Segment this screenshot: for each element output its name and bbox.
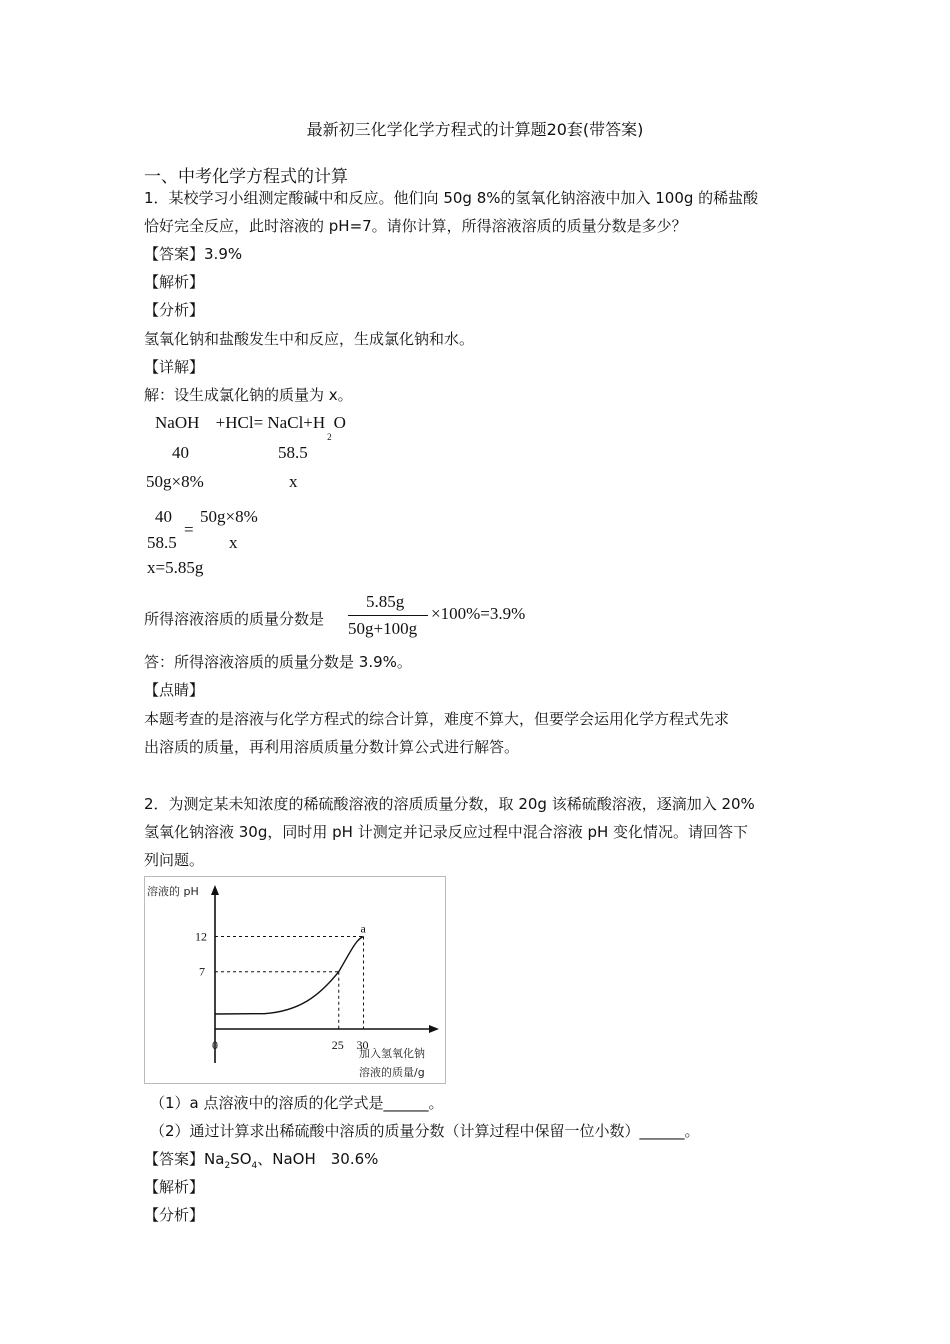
frac-suffix: ×100%=3.9%: [431, 604, 526, 623]
q2-stem-line2: 氢氧化钠溶液 30g，同时用 pH 计测定并记录反应过程中混合溶液 pH 变化情况。请回答下: [144, 823, 749, 841]
mr-naoh: 40: [172, 443, 189, 462]
q2-fenxi-label: 【分析】: [144, 1206, 205, 1224]
eq-sub: 2: [327, 432, 332, 442]
answer-sub-2: 2: [224, 1161, 231, 1171]
frac-prefix: 所得溶液溶质的质量分数是: [144, 610, 325, 628]
point-a-label: a: [360, 921, 366, 936]
y-tick-label: 12: [195, 929, 207, 944]
ratio-num1: 40: [155, 507, 172, 526]
q1-final: 答：所得溶液溶质的质量分数是 3.9%。: [144, 653, 412, 671]
x-axis-arrow: [429, 1025, 439, 1033]
ratio-den2: x: [229, 533, 238, 552]
x-tick-label: 25: [331, 1038, 344, 1052]
x-tick-label: 30: [356, 1038, 369, 1052]
eq-rest: +HCl= NaCl+H: [215, 413, 326, 432]
y-tick-label: 7: [199, 964, 205, 979]
q1-answer: [144, 244, 242, 264]
q2-sub1: （1）a 点溶液中的溶质的化学式是______。: [150, 1094, 444, 1112]
ratio-equals: =: [184, 520, 194, 539]
answer-label: 【答案】: [144, 1150, 205, 1168]
mr-nacl: 58.5: [278, 443, 308, 462]
ratio-den1: 58.5: [147, 533, 177, 552]
q2-answer: [144, 1149, 378, 1172]
equation: [155, 413, 346, 442]
q2-stem-line1: 2．为测定某未知浓度的稀硫酸溶液的溶质质量分数，取 20g 该稀硫酸溶液，逐滴加入 20%: [144, 795, 755, 813]
chart-ylabel: 溶液的 pH: [147, 885, 199, 898]
answer-value: 3.9%: [204, 245, 243, 263]
q2-stem-line3: 列问题。: [144, 851, 205, 869]
q1-dianjing-line2: 出溶质的质量，再利用溶质质量分数计算公式进行解答。: [144, 738, 520, 756]
x-tick-label: 0: [212, 1038, 218, 1052]
ratio-num2: 50g×8%: [200, 507, 258, 526]
answer-na: Na: [204, 1150, 225, 1168]
q1-solve: 解：设生成氯化钠的质量为 x。: [144, 386, 353, 404]
x-result: x=5.85g: [147, 558, 204, 577]
eq-naoh: NaOH: [155, 413, 200, 432]
ph-chart-svg: [145, 877, 445, 1083]
chart-xlabel-line1: 加入氢氧化钠: [359, 1047, 425, 1060]
ph-chart: [144, 876, 446, 1084]
section-heading: 一、中考化学方程式的计算: [144, 167, 348, 187]
q1-fenxi-label: 【分析】: [144, 301, 205, 319]
q1-dianjing-line1: 本题考查的是溶液与化学方程式的综合计算，难度不算大，但要学会运用化学方程式先求: [144, 710, 730, 728]
answer-label: 【答案】: [144, 245, 205, 263]
answer-sub-4: 4: [251, 1161, 258, 1171]
mass-nacl: x: [289, 472, 298, 491]
q1-fenxi-text: 氢氧化钠和盐酸发生中和反应，生成氯化钠和水。: [144, 330, 475, 348]
eq-o: O: [333, 413, 346, 432]
q1-xiangjie-label: 【详解】: [144, 358, 205, 376]
page-title: 最新初三化学化学方程式的计算题20套(带答案): [306, 120, 644, 139]
chart-xlabel-line2: 溶液的质量/g: [359, 1066, 425, 1079]
mass-naoh: 50g×8%: [146, 472, 204, 491]
q2-sub2: （2）通过计算求出稀硫酸中溶质的质量分数（计算过程中保留一位小数）______。: [150, 1122, 700, 1140]
q1-dianjing-label: 【点睛】: [144, 681, 205, 699]
frac-den: 50g+100g: [348, 619, 418, 638]
y-axis-arrow: [211, 885, 219, 895]
ph-curve: [215, 936, 364, 1014]
answer-rest: 、NaOH 30.6%: [257, 1150, 379, 1168]
q1-jiexi-label: 【解析】: [144, 273, 205, 291]
q1-stem-line2: 恰好完全反应，此时溶液的 pH=7。请你计算，所得溶液溶质的质量分数是多少？: [144, 217, 687, 235]
q1-stem-line1: 1．某校学习小组测定酸碱中和反应。他们向 50g 8%的氢氧化钠溶液中加入 100g 的稀盐酸: [144, 189, 759, 207]
q2-jiexi-label: 【解析】: [144, 1178, 205, 1196]
frac-num: 5.85g: [366, 592, 405, 611]
answer-so: SO: [230, 1150, 252, 1168]
fraction-bar: [348, 615, 428, 616]
